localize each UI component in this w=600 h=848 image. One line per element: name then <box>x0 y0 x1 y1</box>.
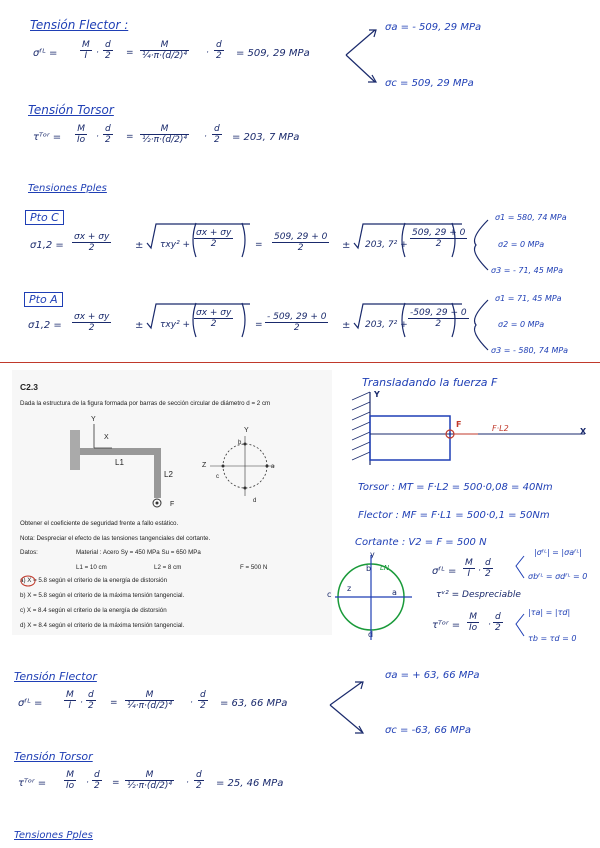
frac-num: 509, 29 + 0 <box>274 232 328 242</box>
flector-eq: Flector : MF = F·L1 = 500·0,1 = 50Nm <box>358 510 550 521</box>
dot: · <box>80 698 83 708</box>
frac-den: 2 <box>485 569 491 579</box>
sqrt-sign <box>147 304 250 328</box>
frac-num: d <box>103 124 113 135</box>
tau-lhs-2: τᵀᵒʳ = <box>18 778 47 789</box>
branch-arrow-a <box>346 30 375 55</box>
flector-result: = 509, 29 MPa <box>236 48 310 59</box>
tau-lhs-right: τᵀᵒʳ = <box>432 620 461 631</box>
frac-den: 2 <box>435 319 442 329</box>
frac-num: d <box>214 40 224 51</box>
dot: · <box>86 778 89 788</box>
dot: · <box>186 778 189 788</box>
equals: = <box>255 320 263 330</box>
translate-title: Transladando la fuerza F <box>362 376 498 389</box>
nota-text: Nota: Despreciar el efecto de las tensiones tangenciales del cortante. <box>20 535 211 542</box>
frac-num: d <box>92 770 102 781</box>
frac-den: 2 <box>94 781 100 791</box>
circle-label-a: a <box>392 588 397 597</box>
branch-arrow-c <box>346 55 375 82</box>
dot: · <box>204 132 207 142</box>
frac-den: 2 <box>200 701 206 711</box>
frac-den: ¼·π·(d/2)⁴ <box>127 701 172 711</box>
paren-left <box>193 303 196 337</box>
circle-label-y: y <box>370 550 375 559</box>
frac-num: - 509, 29 + 0 <box>267 312 327 322</box>
sigma-fl-lhs: σᶠᴸ = <box>33 48 58 59</box>
paren-left <box>402 223 405 257</box>
frac-den: I <box>84 51 88 61</box>
book-figure <box>21 424 275 586</box>
frac-den: 2 <box>105 51 111 61</box>
sigma-fl-relation-1: |σᶠᴸ| = |σaᶠᴸ| <box>534 548 582 557</box>
f-value: F = 500 N <box>240 564 268 571</box>
frac-den: 2 <box>297 243 304 253</box>
fig-label-l2: L2 <box>164 470 173 479</box>
paren-right <box>452 223 455 257</box>
beam-body <box>370 416 450 460</box>
beam-label-fl2: F·L2 <box>492 424 509 433</box>
cortante-eq: Cortante : V2 = F = 500 N <box>355 537 487 548</box>
frac-den: 2 <box>88 323 95 333</box>
frac-den: Io <box>66 781 75 791</box>
problem-code: C2.3 <box>20 382 38 392</box>
l2-value: L2 = 8 cm <box>154 564 182 571</box>
frac-den: ½·π·(d/2)⁴ <box>142 135 187 145</box>
paren-left <box>402 303 405 337</box>
c-sigma1: σ1 = 580, 74 MPa <box>495 213 567 222</box>
frac-num: M <box>465 558 473 568</box>
a-sigma3: σ3 = - 580, 74 MPa <box>491 346 569 355</box>
problem-statement: Dada la estructura de la figura formada por barras de sección circular de diámetro d = 2 cm <box>20 400 271 407</box>
paren-right <box>242 303 245 337</box>
sigma-fl-lhs-right: σᶠᴸ = <box>432 566 457 577</box>
torsor-title: Tensión Torsor <box>28 103 114 117</box>
dot: · <box>190 698 193 708</box>
frac-num: d <box>198 690 208 701</box>
option-b: b) X = 5.8 según el criterio de la máxima tensión tangencial. <box>20 592 185 599</box>
sigma-c-value-2: σc = -63, 66 MPa <box>385 725 471 736</box>
point-b <box>244 443 247 446</box>
l1-value: L1 = 10 cm <box>76 564 107 571</box>
frac-den: 2 <box>196 781 202 791</box>
fig-label-b: b <box>238 440 242 446</box>
a-sigma2: σ2 = 0 MPa <box>498 320 545 329</box>
txy-term: τxy² + <box>160 240 191 250</box>
sigma-a-value-2: σa = + 63, 66 MPa <box>385 670 480 681</box>
pples-title-2: Tensiones Pples <box>14 830 93 841</box>
dot: · <box>488 620 491 630</box>
fig-label-z: Z <box>202 462 207 469</box>
frac-den: I <box>68 701 72 711</box>
equals: = <box>255 240 263 250</box>
torsor-title-2: Tensión Torsor <box>14 750 93 763</box>
torsor-result: = 203, 7 MPa <box>232 132 300 143</box>
point-a <box>266 465 269 468</box>
dot: · <box>206 48 209 58</box>
frac-num: d <box>194 770 204 781</box>
frac-num: σx + σy <box>196 308 232 318</box>
brace-tau <box>516 614 524 636</box>
paren-right <box>242 223 245 257</box>
frac-num: M <box>82 40 90 50</box>
bar-l1 <box>80 448 160 455</box>
sigma12-lhs: σ1,2 = <box>28 320 62 331</box>
frac-den: 2 <box>216 51 222 61</box>
frac-den: 2 <box>105 135 111 145</box>
frac-num: σx + σy <box>74 312 110 322</box>
beam-label-y: Y <box>374 390 380 399</box>
tau-lhs: τᵀᵒʳ = <box>33 132 62 143</box>
frac-num: M <box>64 770 76 781</box>
frac-num: d <box>483 558 493 569</box>
equals: = <box>112 778 120 788</box>
torsor-result-2: = 25, 46 MPa <box>216 778 284 789</box>
txy-term: τxy² + <box>160 320 191 330</box>
point-d <box>244 487 247 490</box>
paren-left <box>193 223 196 257</box>
branch-brace-a <box>475 300 489 350</box>
c-203-term: 203, 7² + <box>365 320 408 330</box>
pples-title: Tensiones Pples <box>28 183 107 194</box>
fig-label-x: X <box>104 434 109 441</box>
circle-label-b: b <box>366 564 372 573</box>
frac-den: 2 <box>495 623 501 633</box>
sqrt-sign <box>354 304 462 328</box>
frac-num: M <box>140 40 189 51</box>
frac-den: Io <box>469 623 478 633</box>
frac-den: 2 <box>210 319 217 329</box>
tau-relation-2: τb = τd = 0 <box>528 634 577 643</box>
dot: · <box>478 566 481 576</box>
frac-num: d <box>86 690 96 701</box>
plusminus: ± <box>342 240 351 251</box>
torsor-eq: Torsor : MT = F·L2 = 500·0,08 = 40Nm <box>358 482 553 493</box>
frac-den: 2 <box>88 701 94 711</box>
point-c <box>222 465 225 468</box>
equals: = <box>126 132 134 142</box>
pto-a-label: Pto A <box>24 292 63 307</box>
c-sigma2: σ2 = 0 MPa <box>498 240 545 249</box>
fig-label-a: a <box>271 464 275 470</box>
circle-label-z: z <box>347 584 352 593</box>
frac-num: σx + σy <box>196 228 232 238</box>
frac-den: 2 <box>293 323 300 333</box>
wall-hatch <box>70 430 80 470</box>
frac-num: d <box>212 124 222 135</box>
section-circle <box>335 555 412 640</box>
frac-den: Io <box>77 135 86 145</box>
c-203-term: 203, 7² + <box>365 240 408 250</box>
frac-num: M <box>66 690 74 700</box>
fig-label-y: Y <box>91 416 96 423</box>
equals: = <box>126 48 134 58</box>
equals: = <box>110 698 118 708</box>
bar-l2 <box>154 448 161 498</box>
brace-sigma <box>516 556 524 578</box>
fig-label-l1: L1 <box>115 458 124 467</box>
datos-label: Datos: <box>20 549 38 556</box>
frac-num: σx + σy <box>74 232 110 242</box>
sqrt-sign <box>147 224 250 248</box>
plusminus: ± <box>135 240 144 251</box>
plusminus: ± <box>342 320 351 331</box>
frac-num: -509, 29 + 0 <box>410 308 467 318</box>
flector-title: Tensión Flector : <box>30 18 129 32</box>
frac-den: 2 <box>214 135 220 145</box>
tau-relation-1: |τa| = |τd| <box>528 608 571 617</box>
dot: · <box>96 132 99 142</box>
paren-right <box>452 303 455 337</box>
sigma-c-value: σc = 509, 29 MPa <box>385 78 474 89</box>
frac-den: 2 <box>88 243 95 253</box>
load-point-dot <box>156 502 159 505</box>
frac-num: d <box>493 612 503 623</box>
option-a: a) X = 5.8 según el criterio de la energía de distorsión <box>20 577 168 584</box>
a-sigma1: σ1 = 71, 45 MPa <box>495 294 562 303</box>
circle-label-d: d <box>368 630 374 639</box>
tau-v2-despreciable: τᵛ² = Despreciable <box>436 590 521 600</box>
beam-sketch <box>352 392 585 465</box>
obtener-text: Obtener el coeficiente de seguridad frente a fallo estático. <box>20 520 179 527</box>
frac-den: 2 <box>210 239 217 249</box>
frac-num: d <box>103 40 113 51</box>
frac-den: 2 <box>435 239 442 249</box>
plusminus: ± <box>135 320 144 331</box>
answer-circle <box>21 576 35 586</box>
beam-label-x: X <box>580 427 587 436</box>
frac-num: 509, 29 + 0 <box>412 228 466 238</box>
dot: · <box>96 48 99 58</box>
frac-den: ½·π·(d/2)⁴ <box>127 781 172 791</box>
sigma12-lhs: σ1,2 = <box>30 240 64 251</box>
pto-c-label: Pto C <box>25 210 64 225</box>
frac-den: I <box>467 569 471 579</box>
frac-num: M <box>125 690 174 701</box>
flector-title-2: Tensión Flector <box>14 670 97 683</box>
frac-num: M <box>75 124 87 135</box>
frac-num: M <box>467 612 479 623</box>
sigma-fl-lhs-2: σᶠᴸ = <box>18 698 43 709</box>
fig-label-c: c <box>216 474 219 480</box>
sigma-a-value: σa = - 509, 29 MPa <box>385 22 482 33</box>
flector-result-2: = 63, 66 MPa <box>220 698 288 709</box>
circle-label-c: c <box>327 590 332 599</box>
frac-den: ¼·π·(d/2)⁴ <box>142 51 187 61</box>
branch-arrow-c2 <box>330 705 362 732</box>
c-sigma3: σ3 = - 71, 45 MPa <box>491 266 563 275</box>
fig-label-d: d <box>253 498 257 504</box>
frac-num: M <box>140 124 189 135</box>
wall-hatching <box>352 392 370 460</box>
circle-label-ln: LN <box>380 564 390 572</box>
sigma-fl-relation-2: σbᶠᴸ = σdᶠᴸ = 0 <box>528 572 588 581</box>
frac-num: M <box>125 770 174 781</box>
option-d: d) X = 8.4 según el criterio de la máxima tensión tangencial. <box>20 622 185 629</box>
option-c: c) X = 8.4 según el criterio de la energía de distorsión <box>20 607 167 614</box>
beam-label-f: F <box>456 420 462 429</box>
fig-label-f: F <box>170 501 175 508</box>
material-text: Material : Acero Sy = 450 MPa Su = 650 MPa <box>76 549 201 556</box>
branch-brace-c <box>475 220 489 270</box>
sqrt-sign <box>354 224 462 248</box>
fig-label-y2: Y <box>244 427 249 434</box>
branch-arrow-a2 <box>330 682 362 705</box>
